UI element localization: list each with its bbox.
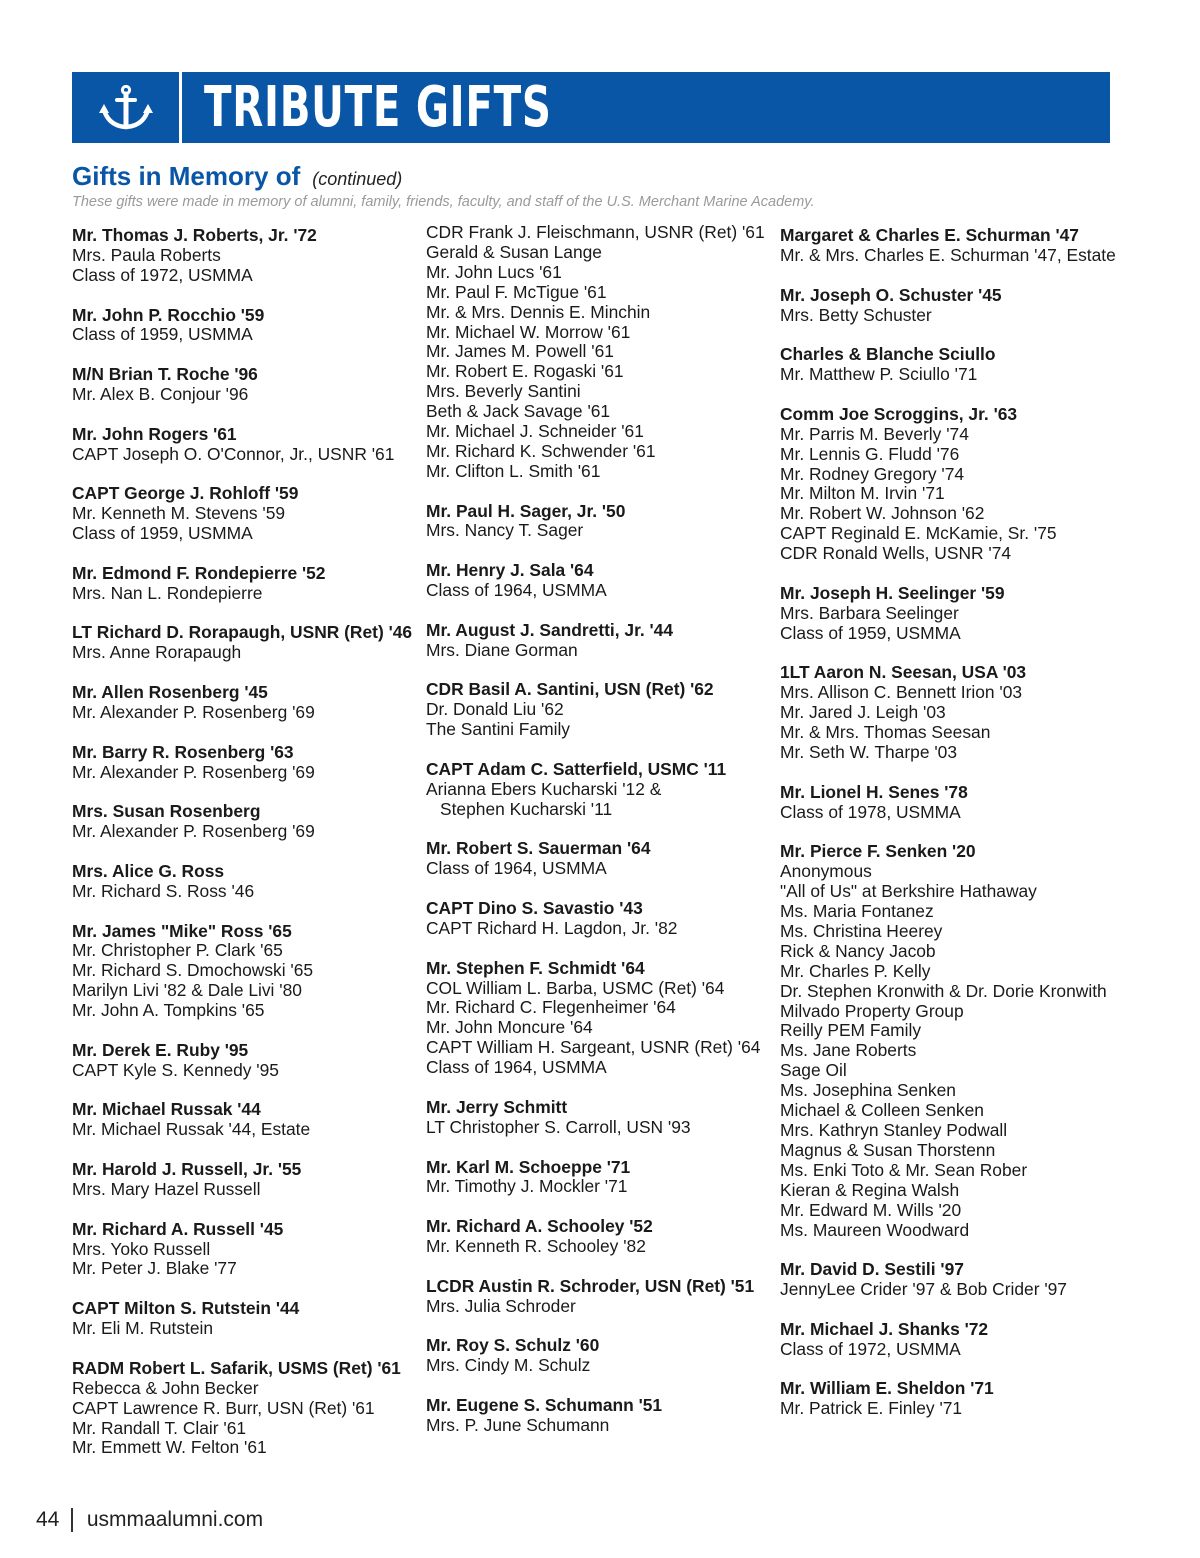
donor-name: Ms. Christina Heerey: [780, 920, 943, 941]
tribute-entry: [72, 365, 422, 405]
donor-name: Kieran & Regina Walsh: [780, 1179, 960, 1200]
donor-name: CAPT Reginald E. McKamie, Sr. '75: [780, 523, 1057, 544]
donor-name: Mr. Richard K. Schwender '61: [426, 440, 656, 461]
donor-name: Mr. Alexander P. Rosenberg '69: [72, 761, 315, 782]
donor-name: Mr. Milton M. Irvin '71: [780, 483, 945, 504]
donor-name: Mr. Rodney Gregory '74: [780, 463, 965, 484]
section-title: Gifts in Memory of: [72, 161, 301, 191]
donor-name: LT Christopher S. Carroll, USN '93: [426, 1116, 691, 1137]
tribute-entry: [780, 842, 1120, 1240]
honoree-name: Mr. John Rogers '61: [72, 423, 237, 444]
honoree-name: CAPT Dino S. Savastio '43: [426, 898, 643, 919]
tribute-entry: [72, 922, 422, 1022]
tribute-entry: [72, 1041, 422, 1081]
tribute-entry: [780, 663, 1120, 763]
honoree-name: CAPT George J. Rohloff '59: [72, 483, 299, 504]
donor-name: Mr. Robert E. Rogaski '61: [426, 361, 624, 382]
donor-name: Mr. Peter J. Blake '77: [72, 1258, 237, 1279]
honoree-name: Mr. Joseph O. Schuster '45: [780, 284, 1002, 305]
donor-name: Marilyn Livi '82 & Dale Livi '80: [72, 980, 302, 1001]
honoree-name: Mr. John P. Rocchio '59: [72, 304, 265, 325]
donor-name: Mr. Jared J. Leigh '03: [780, 702, 946, 723]
donor-name: Mrs. Barbara Seelinger: [780, 602, 959, 623]
donor-name: CAPT Lawrence R. Burr, USN (Ret) '61: [72, 1397, 375, 1418]
column-1: [72, 226, 422, 1478]
donor-name: Magnus & Susan Thorstenn: [780, 1139, 996, 1160]
donor-name: Stephen Kucharski '11: [440, 798, 613, 819]
donor-name: Mr. Richard S. Ross '46: [72, 880, 255, 901]
tribute-entry: [426, 839, 776, 879]
anchor-icon: [97, 85, 155, 131]
honoree-name: Mr. Edmond F. Rondepierre '52: [72, 562, 326, 583]
honoree-name: LCDR Austin R. Schroder, USN (Ret) '51: [426, 1275, 755, 1296]
donor-name: Mrs. P. June Schumann: [426, 1414, 610, 1435]
tribute-entry: [72, 683, 422, 723]
tribute-entry: [780, 1260, 1120, 1300]
honoree-name: Mr. Thomas J. Roberts, Jr. '72: [72, 225, 317, 245]
donor-name: Mr. Patrick E. Finley '71: [780, 1398, 963, 1419]
donor-name: Arianna Ebers Kucharski '12 &: [426, 778, 662, 799]
tribute-entry: [72, 862, 422, 902]
honoree-name: Mr. William E. Sheldon '71: [780, 1378, 994, 1399]
tribute-entry: [426, 1277, 776, 1317]
page-footer: [36, 1508, 263, 1532]
donor-name: Mr. & Mrs. Charles E. Schurman '47, Estate: [780, 244, 1116, 265]
donor-name: Class of 1959, USMMA: [780, 622, 961, 643]
honoree-name: Mr. August J. Sandretti, Jr. '44: [426, 619, 674, 640]
honoree-name: Mr. Derek E. Ruby '95: [72, 1039, 249, 1060]
donor-name: Mr. Emmett W. Felton '61: [72, 1437, 267, 1458]
donor-name: Mr. James M. Powell '61: [426, 341, 614, 362]
donor-name: Mr. Alex B. Conjour '96: [72, 384, 249, 405]
donor-name: Mr. Michael W. Morrow '61: [426, 321, 631, 342]
tribute-entry: [72, 226, 422, 286]
honoree-name: Mr. Joseph H. Seelinger '59: [780, 582, 1005, 603]
tribute-entry: [780, 286, 1120, 326]
tribute-entry: [72, 1100, 422, 1140]
donor-name: Class of 1978, USMMA: [780, 801, 961, 822]
donor-name: Mr. Alexander P. Rosenberg '69: [72, 701, 315, 722]
honoree-name: Mr. Henry J. Sala '64: [426, 560, 594, 581]
tribute-entry: [72, 1299, 422, 1339]
tribute-entry: [780, 783, 1120, 823]
donor-name: Mr. Alexander P. Rosenberg '69: [72, 821, 315, 842]
tribute-entry: [72, 623, 422, 663]
donor-name: Mr. Clifton L. Smith '61: [426, 460, 601, 481]
honoree-name: Mr. Richard A. Schooley '52: [426, 1216, 653, 1237]
honoree-name: Mr. Michael Russak '44: [72, 1099, 261, 1120]
donor-name: Mr. John Lucs '61: [426, 261, 562, 282]
honoree-name: Mr. Lionel H. Senes '78: [780, 781, 968, 802]
donor-name: Mr. Randall T. Clair '61: [72, 1417, 247, 1438]
donor-name: Sage Oil: [780, 1060, 847, 1081]
honoree-name: RADM Robert L. Safarik, USMS (Ret) '61: [72, 1357, 401, 1378]
donor-name: Mr. Parris M. Beverly '74: [780, 423, 969, 444]
donor-name: Mr. Robert W. Johnson '62: [780, 503, 985, 524]
donor-name: Mr. John A. Tompkins '65: [72, 1000, 265, 1021]
donor-name: Gerald & Susan Lange: [426, 241, 602, 262]
honoree-name: Mr. Richard A. Russell '45: [72, 1218, 284, 1239]
donor-name: Mr. Eli M. Rutstein: [72, 1318, 214, 1339]
honoree-name: CDR Basil A. Santini, USN (Ret) '62: [426, 679, 714, 700]
donor-name: CAPT Joseph O. O'Connor, Jr., USNR '61: [72, 443, 395, 464]
donor-name: Mr. & Mrs. Dennis E. Minchin: [426, 301, 651, 322]
donor-name: Mrs. Anne Rorapaugh: [72, 642, 242, 663]
section-heading: [72, 161, 402, 192]
donor-name: Mrs. Nan L. Rondepierre: [72, 582, 263, 603]
tribute-entry: [426, 621, 776, 661]
donor-name: Class of 1972, USMMA: [780, 1338, 961, 1359]
tribute-entry: [72, 1359, 422, 1459]
donor-name: Mr. Timothy J. Mockler '71: [426, 1176, 628, 1197]
donor-name: Mr. Kenneth M. Stevens '59: [72, 503, 286, 524]
donor-name: Rick & Nancy Jacob: [780, 940, 936, 961]
donor-name: Class of 1959, USMMA: [72, 523, 253, 544]
donor-name: Mr. Charles P. Kelly: [780, 960, 931, 981]
donor-name: Mr. Paul F. McTigue '61: [426, 281, 607, 302]
continued-label: (continued): [312, 169, 403, 189]
donor-name: Mr. Matthew P. Sciullo '71: [780, 364, 978, 385]
tribute-entry: [72, 1160, 422, 1200]
honoree-name: Mr. Stephen F. Schmidt '64: [426, 957, 645, 978]
donor-name: Mr. Kenneth R. Schooley '82: [426, 1236, 646, 1257]
tribute-entry: [426, 760, 776, 820]
donor-name: "All of Us" at Berkshire Hathaway: [780, 881, 1037, 902]
tribute-entry: [780, 584, 1120, 644]
tribute-entry: [72, 425, 422, 465]
donor-name: CAPT William H. Sargeant, USNR (Ret) '64: [426, 1037, 761, 1058]
donor-name: Mr. Edward M. Wills '20: [780, 1199, 962, 1220]
donor-name: Milvado Property Group: [780, 1000, 964, 1021]
donor-name: Mr. Richard C. Flegenheimer '64: [426, 997, 676, 1018]
honoree-name: CAPT Adam C. Satterfield, USMC '11: [426, 758, 727, 779]
tribute-entry: [426, 1098, 776, 1138]
donor-name: Mr. Lennis G. Fludd '76: [780, 443, 960, 464]
donor-name: CAPT Kyle S. Kennedy '95: [72, 1059, 279, 1080]
tribute-entry: [426, 502, 776, 542]
tribute-entry: [426, 561, 776, 601]
honoree-name: Mr. Eugene S. Schumann '51: [426, 1394, 663, 1415]
anchor-box: [72, 72, 179, 143]
tribute-entry: [426, 959, 776, 1078]
site-url: usmmaalumni.com: [86, 1508, 264, 1531]
donor-name: Class of 1964, USMMA: [426, 580, 607, 601]
honoree-name: Mr. Allen Rosenberg '45: [72, 682, 268, 703]
banner-divider: [179, 72, 182, 143]
donor-name: CDR Frank J. Fleischmann, USNR (Ret) '61: [426, 222, 765, 242]
honoree-name: Mr. Pierce F. Senken '20: [780, 841, 976, 862]
honoree-name: Mr. James "Mike" Ross '65: [72, 920, 292, 941]
donor-name: COL William L. Barba, USMC (Ret) '64: [426, 977, 725, 998]
donor-name: Mr. Michael J. Schneider '61: [426, 421, 644, 442]
donor-name: Mrs. Nancy T. Sager: [426, 520, 584, 541]
donor-name: Dr. Donald Liu '62: [426, 699, 564, 720]
tribute-entry: [780, 226, 1120, 266]
donor-name: Mrs. Diane Gorman: [426, 639, 578, 660]
honoree-name: 1LT Aaron N. Seesan, USA '03: [780, 662, 1027, 683]
donor-name: Mr. & Mrs. Thomas Seesan: [780, 722, 991, 743]
honoree-name: Margaret & Charles E. Schurman '47: [780, 225, 1079, 245]
donor-name: Mrs. Cindy M. Schulz: [426, 1355, 591, 1376]
donor-name: Ms. Josephina Senken: [780, 1080, 956, 1101]
donor-name: Mr. John Moncure '64: [426, 1017, 593, 1038]
donor-name: Mr. Christopher P. Clark '65: [72, 940, 283, 961]
honoree-name: M/N Brian T. Roche '96: [72, 364, 258, 385]
donor-name: Reilly PEM Family: [780, 1020, 922, 1041]
tribute-entry: [426, 1336, 776, 1376]
page-title: TRIBUTE GIFTS: [204, 75, 552, 140]
donor-name: Mr. Richard S. Dmochowski '65: [72, 960, 314, 981]
donor-name: Ms. Maria Fontanez: [780, 901, 934, 922]
donor-name: Dr. Stephen Kronwith & Dr. Dorie Kronwith: [780, 980, 1107, 1001]
donor-name: Class of 1964, USMMA: [426, 1057, 607, 1078]
tribute-entry: [72, 1220, 422, 1280]
tribute-entry: [72, 564, 422, 604]
donor-name: Ms. Jane Roberts: [780, 1040, 917, 1061]
tribute-entry: [780, 1320, 1120, 1360]
title-banner: [72, 72, 1110, 143]
honoree-name: LT Richard D. Rorapaugh, USNR (Ret) '46: [72, 622, 413, 643]
tribute-entry: [72, 306, 422, 346]
honoree-name: CAPT Milton S. Rutstein '44: [72, 1298, 300, 1319]
honoree-name: Mrs. Alice G. Ross: [72, 860, 225, 881]
donor-name: Mrs. Paula Roberts: [72, 244, 221, 265]
donor-name: Mrs. Betty Schuster: [780, 304, 932, 325]
honoree-name: Charles & Blanche Sciullo: [780, 344, 996, 365]
donor-name: Mr. Seth W. Tharpe '03: [780, 742, 957, 763]
tribute-entry: [72, 484, 422, 544]
honoree-name: Mr. Michael J. Shanks '72: [780, 1318, 989, 1339]
honoree-name: Mr. Karl M. Schoeppe '71: [426, 1156, 631, 1177]
intro-text: These gifts were made in memory of alumni, family, friends, faculty, and staff of the U.S. Merchant Marine Academy.: [72, 194, 815, 210]
donor-name: Ms. Enki Toto & Mr. Sean Rober: [780, 1159, 1028, 1180]
tribute-entry: [426, 899, 776, 939]
donor-name: Class of 1972, USMMA: [72, 264, 253, 285]
donor-name: Rebecca & John Becker: [72, 1377, 259, 1398]
donor-name: Anonymous: [780, 861, 872, 882]
tribute-entry: [780, 405, 1120, 564]
donor-name: Mrs. Mary Hazel Russell: [72, 1178, 261, 1199]
donor-name: CDR Ronald Wells, USNR '74: [780, 543, 1012, 564]
donor-name: Michael & Colleen Senken: [780, 1100, 984, 1121]
donor-name: CAPT Richard H. Lagdon, Jr. '82: [426, 917, 678, 938]
donor-name: Mrs. Yoko Russell: [72, 1238, 211, 1259]
tribute-entry: [72, 743, 422, 783]
honoree-name: Mr. Barry R. Rosenberg '63: [72, 741, 294, 762]
tribute-entry: [72, 802, 422, 842]
donor-name: Ms. Maureen Woodward: [780, 1219, 970, 1240]
honoree-name: Mr. David D. Sestili '97: [780, 1259, 964, 1280]
honoree-name: Comm Joe Scroggins, Jr. '63: [780, 403, 1018, 424]
donor-name: Mrs. Allison C. Bennett Irion '03: [780, 682, 1023, 703]
honoree-name: Mr. Paul H. Sager, Jr. '50: [426, 500, 626, 521]
donor-name: Class of 1964, USMMA: [426, 858, 607, 879]
tribute-entry: [780, 1379, 1120, 1419]
tribute-entry: [426, 680, 776, 740]
donor-name: Mrs. Kathryn Stanley Podwall: [780, 1120, 1008, 1141]
donor-name: Class of 1959, USMMA: [72, 324, 253, 345]
column-3: [780, 226, 1120, 1439]
tribute-entry: [426, 1396, 776, 1436]
honoree-name: Mr. Robert S. Sauerman '64: [426, 838, 651, 859]
column-2: [426, 222, 776, 1456]
footer-divider: [71, 1508, 73, 1532]
donor-name: Beth & Jack Savage '61: [426, 401, 611, 422]
donor-name: JennyLee Crider '97 & Bob Crider '97: [780, 1279, 1067, 1300]
honoree-name: Mr. Harold J. Russell, Jr. '55: [72, 1159, 302, 1180]
honoree-name: Mr. Jerry Schmitt: [426, 1096, 568, 1117]
tribute-entry: [426, 223, 776, 482]
donor-name: Mr. Michael Russak '44, Estate: [72, 1119, 311, 1140]
honoree-name: Mr. Roy S. Schulz '60: [426, 1335, 600, 1356]
honoree-name: Mrs. Susan Rosenberg: [72, 801, 261, 822]
donor-name: Mrs. Julia Schroder: [426, 1295, 576, 1316]
page-number: 44: [36, 1508, 60, 1531]
donor-name: Mrs. Beverly Santini: [426, 381, 581, 402]
tribute-entry: [426, 1217, 776, 1257]
tribute-entry: [426, 1158, 776, 1198]
donor-name: The Santini Family: [426, 719, 571, 740]
tribute-entry: [780, 345, 1120, 385]
